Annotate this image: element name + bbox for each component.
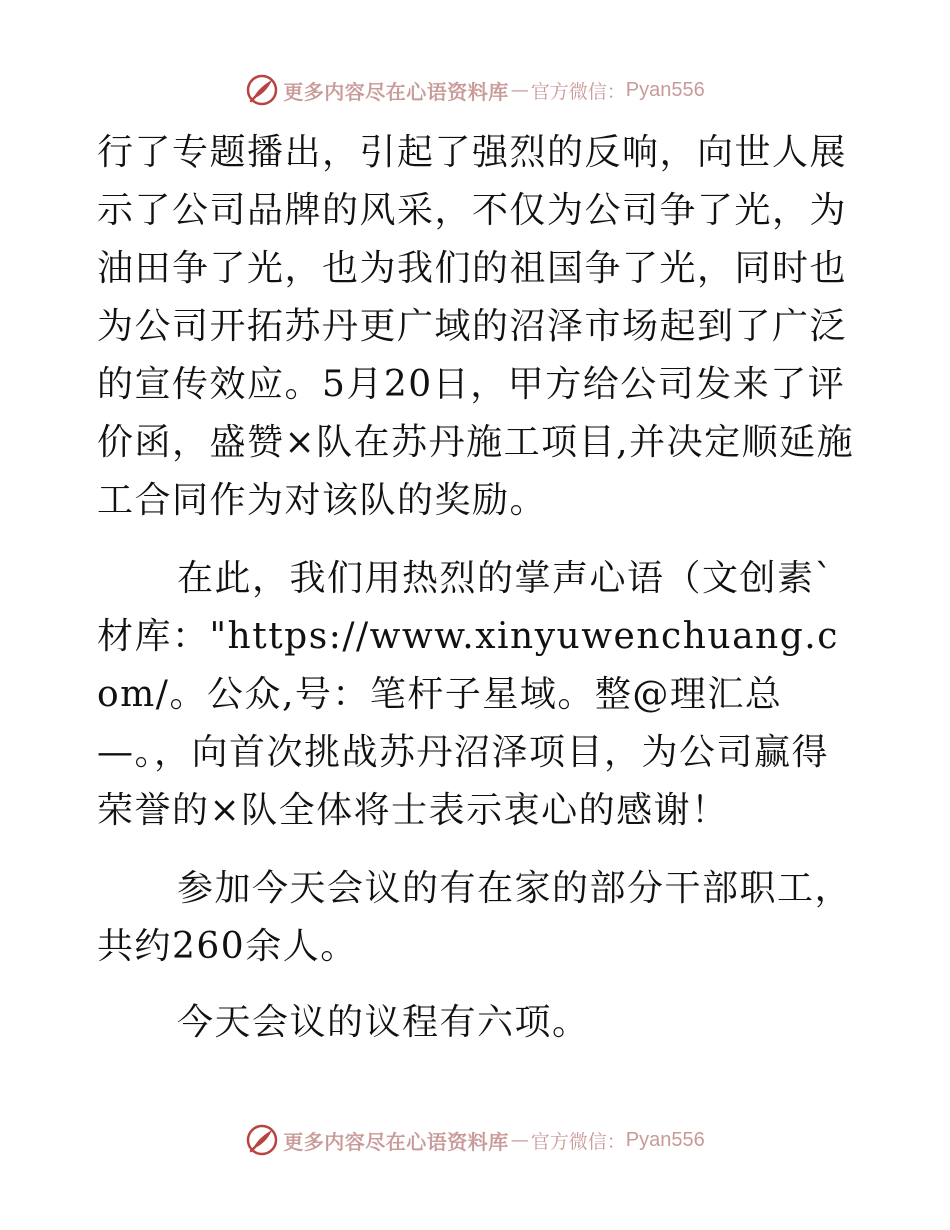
banner-wechat-account: Pyan556 <box>625 1128 705 1151</box>
banner-wechat-label: 官方微信： <box>530 80 626 103</box>
quill-pen-icon <box>245 1123 279 1157</box>
banner-wechat-label: 官方微信： <box>530 1130 626 1153</box>
header-banner <box>0 70 950 110</box>
document-body <box>97 124 857 1052</box>
banner-brand: 更多内容尽在心语资料库 <box>283 1129 509 1154</box>
quill-pen-icon <box>245 73 279 107</box>
paragraph: 今天会议的议程有六项。 <box>177 1002 590 1043</box>
paragraph: 行了专题播出，引起了强烈的反响，向世人展示了公司品牌的风采，不仅为公司争了光，为油田争了光，也为我们的祖国争了光，同时也为公司开拓苏丹更广域的沼泽市场起到了广泛的宣传效应。5月20日，甲方给公司发来了评价函，盛赞×队在苏丹施工项目,并决定顺延施工合同作为对该队的奖励。 <box>97 132 855 521</box>
banner-separator: — <box>510 1129 529 1151</box>
banner-brand: 更多内容尽在心语资料库 <box>283 79 509 104</box>
paragraph: 参加今天会议的有在家的部分干部职工，共约260余人。 <box>97 868 853 967</box>
banner-separator: — <box>510 79 529 101</box>
footer-banner <box>0 1120 950 1160</box>
banner-wechat-account: Pyan556 <box>625 78 705 101</box>
paragraph: 在此，我们用热烈的掌声心语（文创素`材库："https://www.xinyuwenchuang.com/。公众,号：笔杆子星域。整@理汇总—。，向首次挑战苏丹沼泽项目，为公司赢得荣誉的×队全体将士表示衷心的感谢！ <box>97 558 839 831</box>
